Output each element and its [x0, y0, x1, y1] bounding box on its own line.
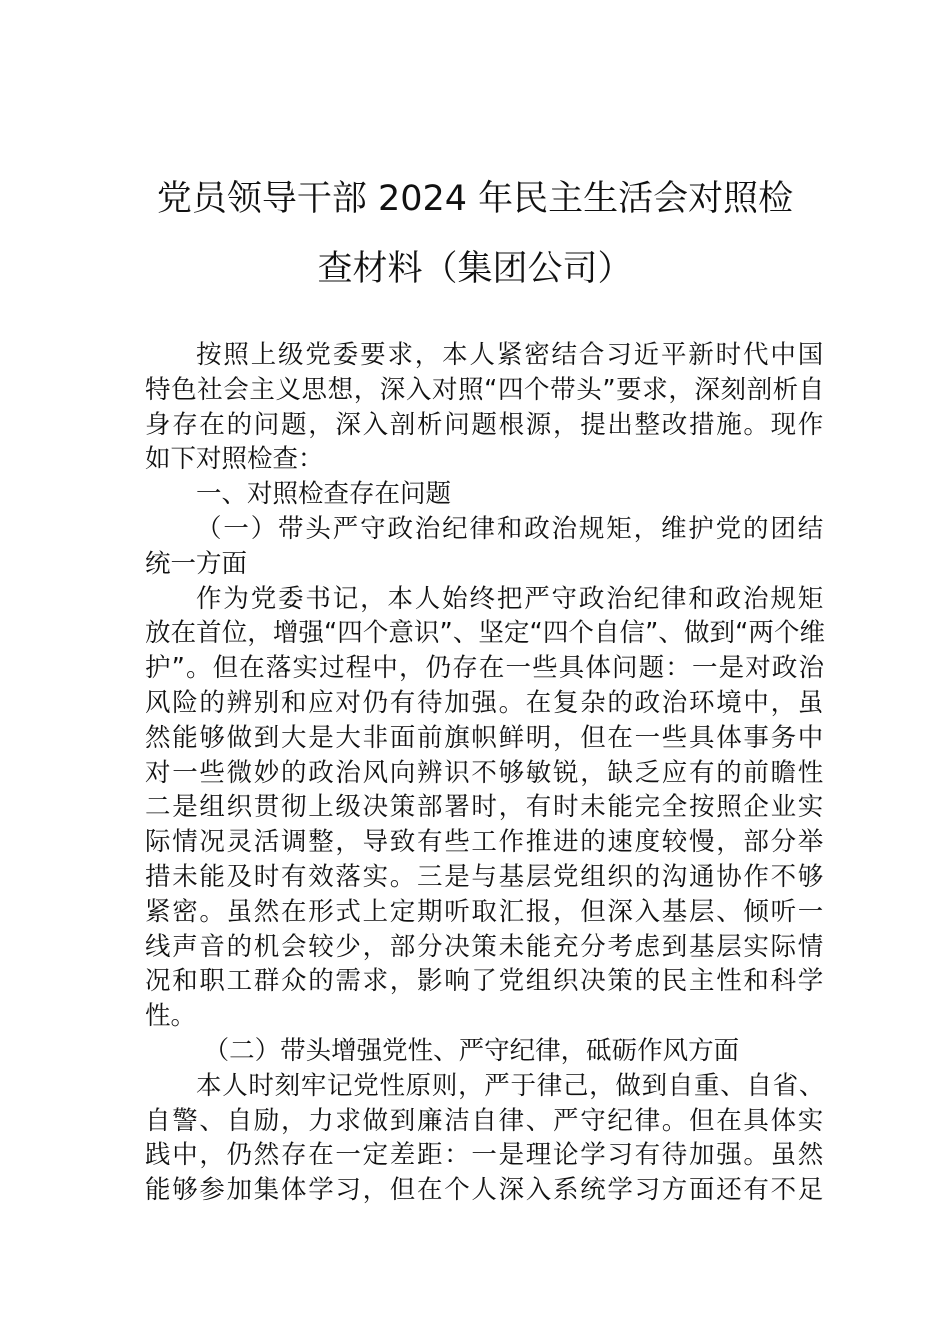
- document-body: [145, 338, 825, 1208]
- body-line: 对一些微妙的政治风向辨识不够敏锐，缺乏应有的前瞻性: [145, 757, 826, 788]
- body-line: 际情况灵活调整，导致有些工作推进的速度较慢，部分举: [145, 827, 826, 858]
- body-line: 能够参加集体学习，但在个人深入系统学习方面还有不足: [145, 1175, 826, 1206]
- body-line: 况和职工群众的需求，影响了党组织决策的民主性和科学: [145, 966, 826, 997]
- body-line: 一、对照检查存在问题: [196, 479, 452, 510]
- body-line: 放在首位，增强“四个意识”、坚定“四个自信”、做到“两个维: [145, 618, 826, 649]
- body-line: （二）带头增强党性、严守纪律，砥砺作风方面: [203, 1035, 740, 1066]
- body-line: 性。: [145, 1001, 197, 1032]
- document-title-line-1: 党员领导干部 2024 年民主生活会对照检: [156, 179, 794, 219]
- body-line: （一）带头严守政治纪律和政治规矩，维护党的团结: [196, 513, 826, 544]
- body-line: 线声音的机会较少，部分决策未能充分考虑到基层实际情: [145, 931, 826, 962]
- body-line: 自警、自励，力求做到廉洁自律、严守纪律。但在具体实: [145, 1105, 826, 1136]
- body-line: 本人时刻牢记党性原则，严于律己，做到自重、自省、: [196, 1070, 826, 1101]
- body-line: 措未能及时有效落实。三是与基层党组织的沟通协作不够: [145, 861, 826, 892]
- body-line: 身存在的问题，深入剖析问题根源，提出整改措施。现作: [145, 409, 826, 440]
- body-line: 特色社会主义思想，深入对照“四个带头”要求，深刻剖析自: [145, 374, 825, 405]
- body-line: 紧密。虽然在形式上定期听取汇报，但深入基层、倾听一: [145, 896, 826, 927]
- body-line: 如下对照检查：: [145, 444, 324, 475]
- document-title-line-2: 查材料（集团公司）: [317, 249, 633, 289]
- body-line: 按照上级党委要求，本人紧密结合习近平新时代中国: [196, 340, 826, 370]
- body-line: 践中，仍然存在一定差距：一是理论学习有待加强。虽然: [145, 1140, 826, 1171]
- body-line: 统一方面: [145, 548, 248, 579]
- body-line: 二是组织贯彻上级决策部署时，有时未能完全按照企业实: [145, 792, 826, 823]
- body-line: 作为党委书记，本人始终把严守政治纪律和政治规矩: [196, 583, 826, 614]
- body-line: 然能够做到大是大非面前旗帜鲜明，但在一些具体事务中: [145, 722, 826, 753]
- body-line: 风险的辨别和应对仍有待加强。在复杂的政治环境中，虽: [145, 687, 826, 718]
- body-line: 护”。但在落实过程中，仍存在一些具体问题：一是对政治: [145, 653, 826, 684]
